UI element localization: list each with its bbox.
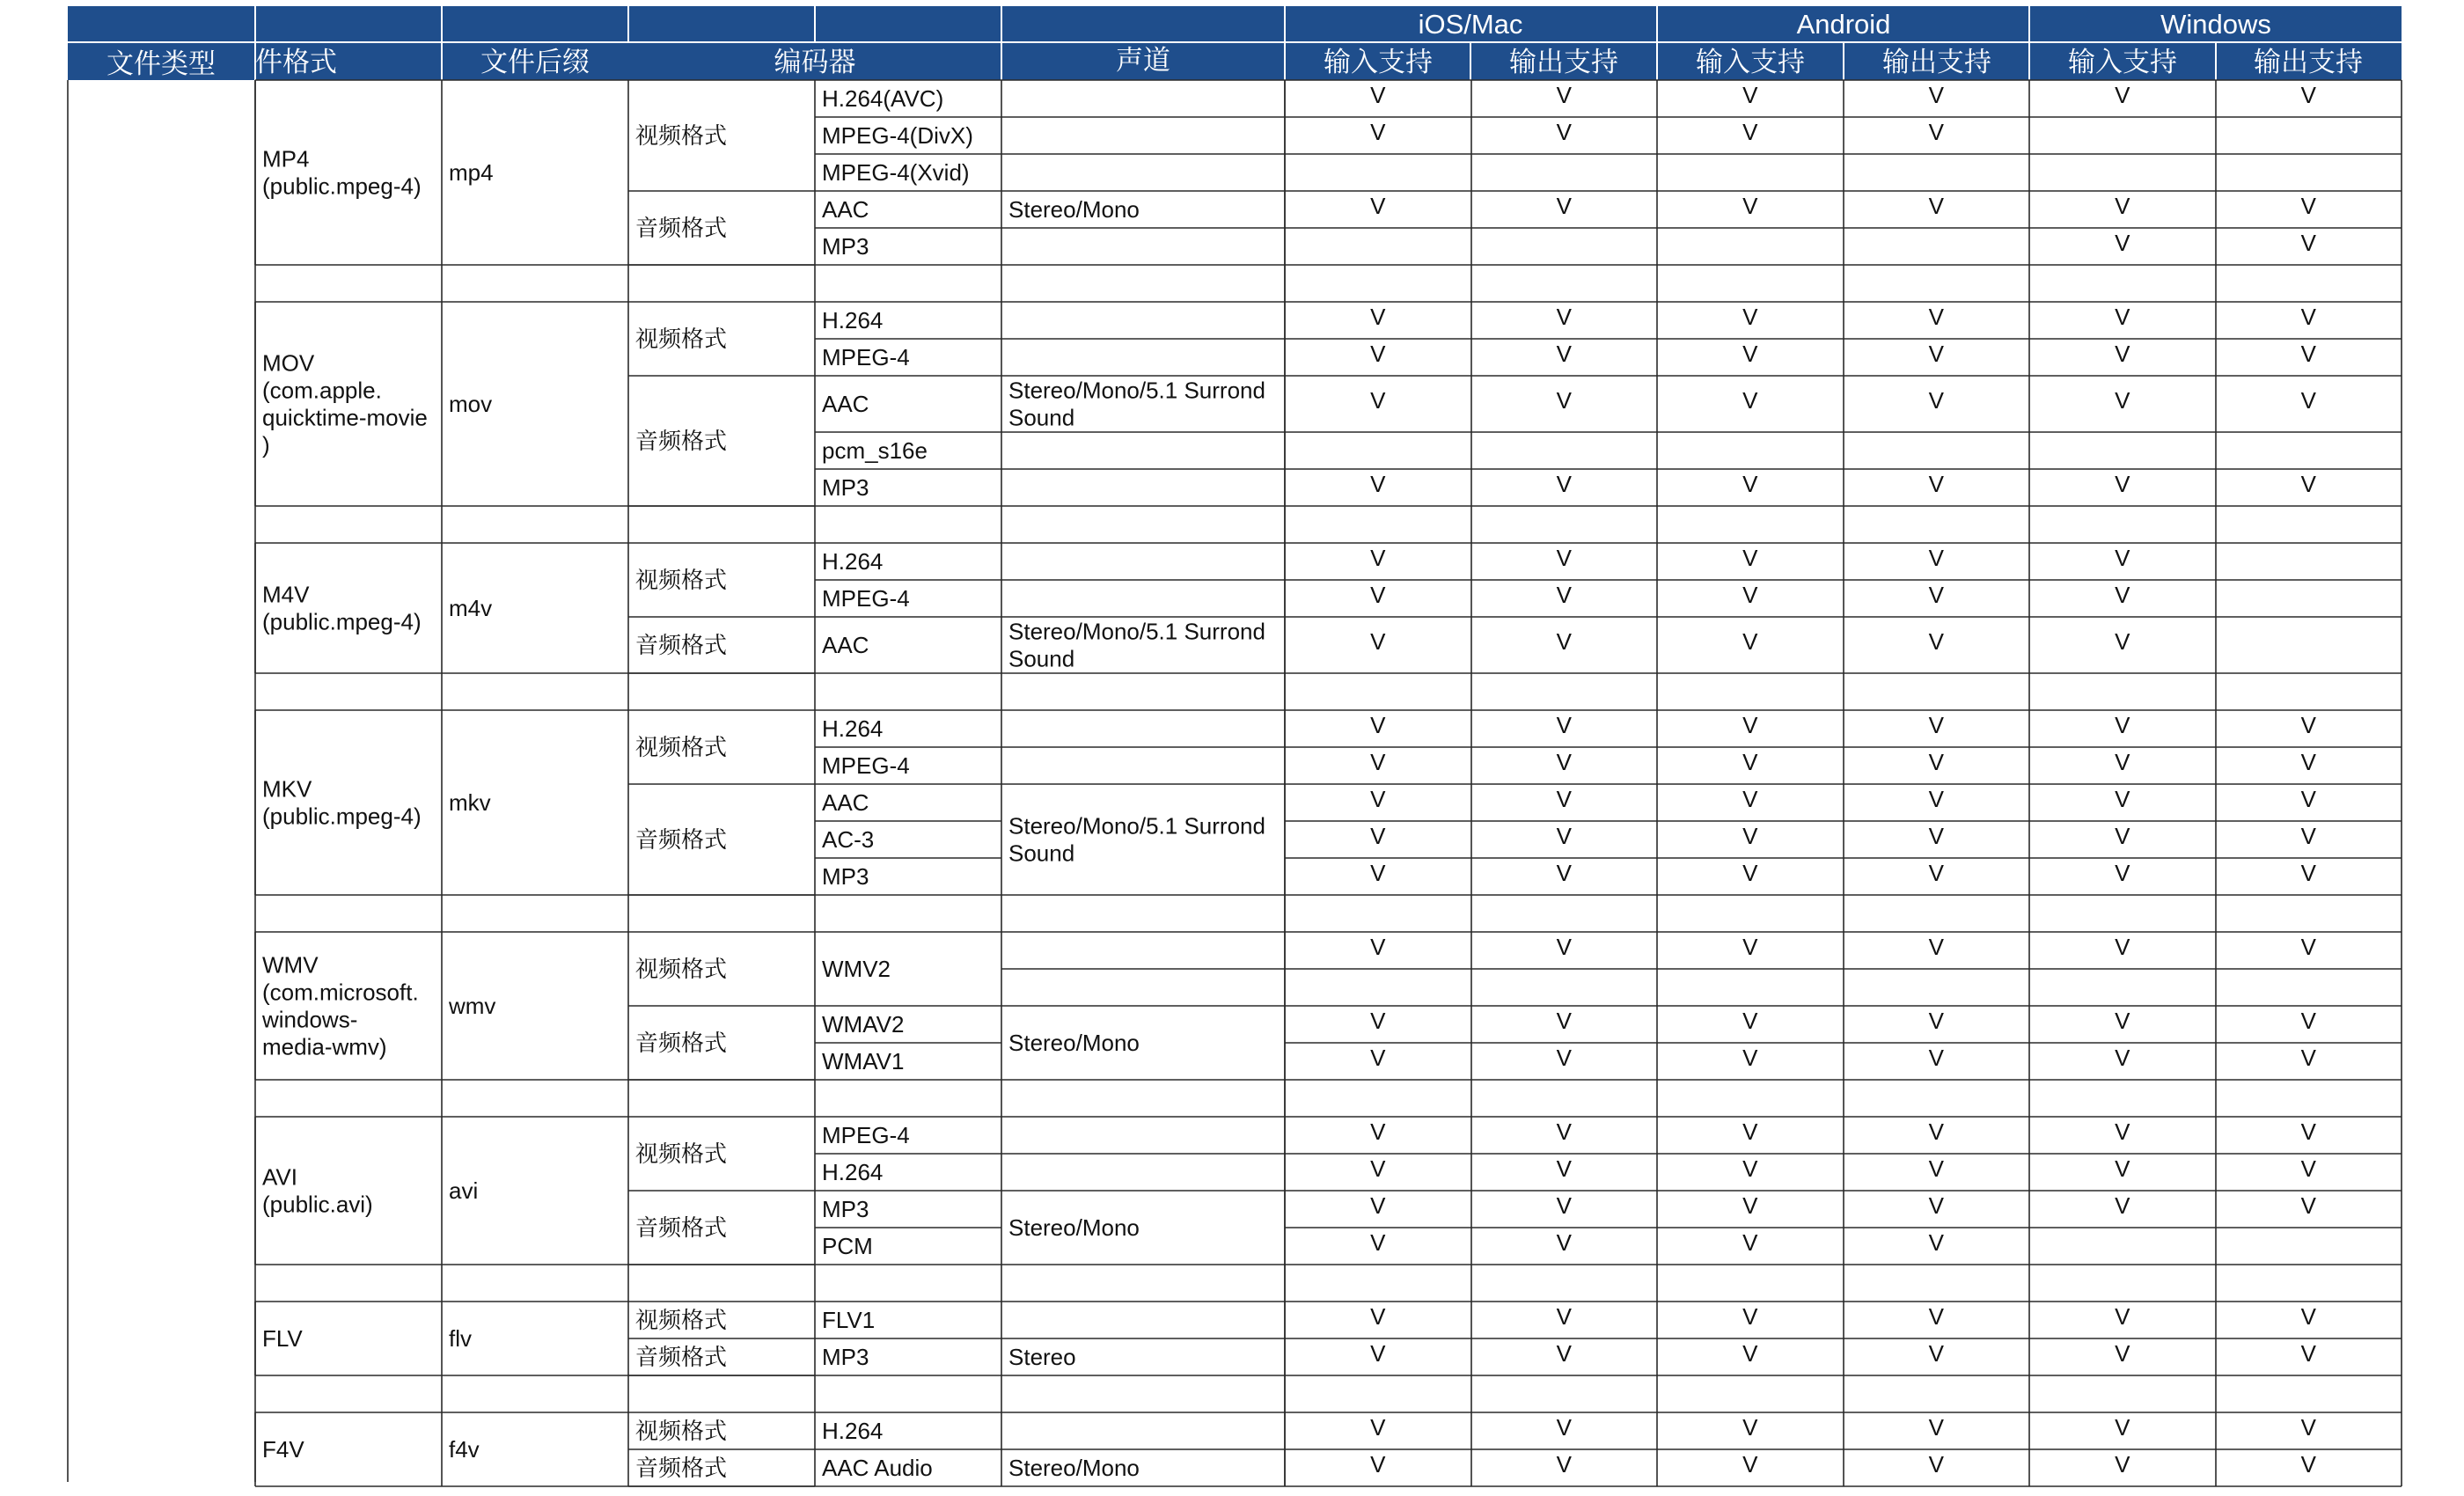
support-mark: V [1742, 193, 1758, 219]
support-mark: V [1370, 387, 1386, 414]
support-mark: V [1370, 119, 1386, 145]
support-mark: V [2115, 82, 2130, 108]
support-mark: V [1928, 582, 1944, 608]
support-mark: V [1556, 341, 1572, 367]
support-mark: V [2300, 82, 2316, 108]
codec-name: AC-3 [822, 826, 875, 853]
support-mark: V [2115, 749, 2130, 775]
support-mark: V [1928, 1192, 1944, 1219]
support-mark: V [1742, 1303, 1758, 1330]
support-mark: V [1370, 749, 1386, 775]
support-mark: V [1556, 545, 1572, 571]
channel-value: Stereo/Mono [1008, 1214, 1140, 1241]
format-name: ) [262, 431, 270, 458]
support-mark: V [1556, 1155, 1572, 1182]
support-mark: V [1742, 749, 1758, 775]
support-mark: V [1556, 119, 1572, 145]
header-ios-output: 输出支持 [1509, 47, 1618, 77]
support-mark: V [1370, 1229, 1386, 1256]
header-android-input: 输入支持 [1696, 47, 1805, 77]
audio-format-label: 音频格式 [635, 632, 728, 658]
table-body [255, 80, 2402, 1486]
support-mark: V [1928, 1229, 1944, 1256]
support-mark: V [2300, 1192, 2316, 1219]
support-mark: V [1370, 1192, 1386, 1219]
file-suffix: m4v [449, 595, 493, 621]
support-mark: V [1556, 860, 1572, 886]
support-mark: V [1928, 786, 1944, 812]
support-mark: V [1928, 934, 1944, 960]
header-file-type: 文件类型 [106, 48, 216, 79]
support-mark: V [2300, 304, 2316, 330]
support-mark: V [2115, 1155, 2130, 1182]
support-mark: V [1742, 786, 1758, 812]
support-mark: V [1556, 1008, 1572, 1034]
header-codec: 编码器 [774, 47, 856, 77]
support-mark: V [1928, 860, 1944, 886]
support-mark: V [1928, 712, 1944, 738]
support-mark: V [2300, 1008, 2316, 1034]
support-mark: V [1556, 82, 1572, 108]
header-windows-input: 输入支持 [2068, 47, 2177, 77]
codec-name: MPEG-4 [822, 1122, 910, 1148]
support-mark: V [1370, 193, 1386, 219]
format-name: (com.apple. [262, 377, 382, 404]
support-mark: V [1370, 1451, 1386, 1478]
channel-value: Stereo/Mono/5.1 Surrond [1008, 812, 1265, 840]
support-mark: V [2115, 823, 2130, 849]
support-mark: V [1370, 341, 1386, 367]
support-mark: V [2300, 1340, 2316, 1367]
channel-value: Stereo/Mono [1008, 196, 1140, 223]
file-suffix: wmv [449, 993, 496, 1019]
support-mark: V [2115, 712, 2130, 738]
codec-name: H.264 [822, 1418, 884, 1444]
support-mark: V [2115, 304, 2130, 330]
channel-value: Sound [1008, 840, 1075, 867]
channel-value: Stereo/Mono/5.1 Surrond [1008, 377, 1265, 404]
codec-name: AAC [822, 196, 869, 223]
codec-name: MPEG-4(DivX) [822, 122, 973, 149]
support-mark: V [2115, 230, 2130, 256]
support-mark: V [1370, 1008, 1386, 1034]
support-mark: V [1556, 1451, 1572, 1478]
codec-name: WMAV2 [822, 1011, 905, 1038]
support-mark: V [2300, 230, 2316, 256]
support-mark: V [1370, 786, 1386, 812]
video-format-label: 视频格式 [635, 1140, 728, 1167]
codec-name: MP3 [822, 233, 869, 260]
support-mark: V [1928, 545, 1944, 571]
support-mark: V [1370, 82, 1386, 108]
header-platform-windows: Windows [2160, 9, 2271, 40]
channel-value: Stereo/Mono [1008, 1030, 1140, 1056]
support-mark: V [1742, 341, 1758, 367]
support-mark: V [2115, 1451, 2130, 1478]
support-mark: V [2300, 823, 2316, 849]
support-mark: V [1556, 628, 1572, 655]
video-format-label: 视频格式 [635, 122, 728, 149]
support-mark: V [1928, 1008, 1944, 1034]
support-mark: V [2115, 1192, 2130, 1219]
support-mark: V [2115, 582, 2130, 608]
format-name: WMV [262, 951, 319, 979]
support-mark: V [1370, 1303, 1386, 1330]
support-mark: V [1742, 1229, 1758, 1256]
support-mark: V [1928, 1045, 1944, 1071]
support-mark: V [1556, 471, 1572, 497]
support-mark: V [1370, 628, 1386, 655]
codec-name: MP3 [822, 474, 869, 501]
support-mark: V [2300, 860, 2316, 886]
video-format-label: 视频格式 [635, 326, 728, 352]
audio-format-label: 音频格式 [635, 826, 728, 853]
support-mark: V [1556, 823, 1572, 849]
support-mark: V [1556, 934, 1572, 960]
support-mark: V [2115, 860, 2130, 886]
support-mark: V [2300, 1303, 2316, 1330]
video-format-label: 视频格式 [635, 734, 728, 760]
support-mark: V [1370, 934, 1386, 960]
support-mark: V [2115, 1414, 2130, 1441]
codec-name: H.264 [822, 1159, 884, 1185]
header-ios-input: 输入支持 [1324, 47, 1433, 77]
channel-value: Stereo [1008, 1344, 1076, 1370]
file-suffix: avi [449, 1177, 479, 1204]
support-mark: V [1556, 1045, 1572, 1071]
codec-name: WMV2 [822, 956, 891, 982]
format-name: MOV [262, 349, 315, 377]
header-format: 件格式 [255, 47, 337, 77]
support-mark: V [1556, 304, 1572, 330]
audio-format-label: 音频格式 [635, 1344, 728, 1370]
support-mark: V [1928, 193, 1944, 219]
codec-name: MPEG-4 [822, 585, 910, 612]
support-mark: V [2300, 749, 2316, 775]
support-mark: V [1928, 628, 1944, 655]
audio-format-label: 音频格式 [635, 1214, 728, 1241]
support-mark: V [1556, 712, 1572, 738]
support-mark: V [2115, 1118, 2130, 1145]
codec-name: MP3 [822, 1196, 869, 1222]
format-name: (public.mpeg-4) [262, 803, 422, 830]
file-suffix: mp4 [449, 159, 494, 186]
format-name: FLV [262, 1325, 303, 1352]
codec-name: pcm_s16e [822, 437, 928, 464]
support-mark: V [1370, 1155, 1386, 1182]
support-mark: V [2300, 786, 2316, 812]
support-mark: V [2300, 1045, 2316, 1071]
support-mark: V [2115, 387, 2130, 414]
channel-value: Stereo/Mono [1008, 1455, 1140, 1481]
support-mark: V [1556, 1340, 1572, 1367]
support-mark: V [1742, 823, 1758, 849]
support-mark: V [1370, 1118, 1386, 1145]
support-mark: V [1556, 582, 1572, 608]
format-name: (com.microsoft. [262, 979, 419, 1006]
codec-name: MP3 [822, 863, 869, 890]
support-mark: V [2115, 1303, 2130, 1330]
format-name: quicktime-movie [262, 404, 428, 431]
support-mark: V [1742, 1414, 1758, 1441]
audio-format-label: 音频格式 [635, 215, 728, 241]
codec-name: H.264(AVC) [822, 85, 944, 112]
support-mark: V [1370, 545, 1386, 571]
support-mark: V [2300, 934, 2316, 960]
support-mark: V [1556, 786, 1572, 812]
support-mark: V [1742, 1340, 1758, 1367]
file-suffix: mov [449, 391, 493, 417]
support-mark: V [1742, 387, 1758, 414]
support-mark: V [1742, 934, 1758, 960]
support-mark: V [1928, 1451, 1944, 1478]
format-name: windows- [262, 1006, 358, 1033]
video-format-label: 视频格式 [635, 956, 728, 982]
support-mark: V [2115, 341, 2130, 367]
support-mark: V [1370, 1414, 1386, 1441]
support-mark: V [1370, 582, 1386, 608]
support-mark: V [2300, 387, 2316, 414]
support-mark: V [1928, 82, 1944, 108]
support-mark: V [1928, 1155, 1944, 1182]
video-format-label: 视频格式 [635, 1307, 728, 1333]
support-mark: V [2300, 1155, 2316, 1182]
codec-name: PCM [822, 1233, 873, 1259]
support-mark: V [1742, 628, 1758, 655]
support-mark: V [1928, 387, 1944, 414]
header-platform-android: Android [1796, 9, 1891, 40]
video-format-label: 视频格式 [635, 567, 728, 593]
format-name: AVI [262, 1163, 297, 1191]
support-mark: V [1742, 1118, 1758, 1145]
video-format-label: 视频格式 [635, 1418, 728, 1444]
support-mark: V [1556, 193, 1572, 219]
codec-name: AAC [822, 391, 869, 417]
support-mark: V [1928, 1303, 1944, 1330]
codec-name: H.264 [822, 307, 884, 334]
support-mark: V [2300, 1414, 2316, 1441]
support-mark: V [1370, 471, 1386, 497]
codec-name: AAC [822, 632, 869, 658]
format-name: MP4 [262, 145, 310, 172]
support-mark: V [2300, 1451, 2316, 1478]
codec-name: AAC [822, 789, 869, 816]
codec-name: MP3 [822, 1344, 869, 1370]
support-mark: V [1742, 304, 1758, 330]
support-mark: V [1742, 860, 1758, 886]
support-mark: V [1742, 1155, 1758, 1182]
support-mark: V [1370, 1045, 1386, 1071]
support-mark: V [1742, 471, 1758, 497]
codec-name: MPEG-4 [822, 752, 910, 779]
support-mark: V [1370, 823, 1386, 849]
support-mark: V [1556, 1192, 1572, 1219]
support-mark: V [1370, 712, 1386, 738]
table-header [68, 6, 2402, 80]
support-mark: V [2115, 1008, 2130, 1034]
header-windows-output: 输出支持 [2254, 47, 2363, 77]
codec-name: H.264 [822, 548, 884, 575]
support-mark: V [2300, 193, 2316, 219]
support-mark: V [1370, 860, 1386, 886]
support-mark: V [2115, 545, 2130, 571]
format-name: media-wmv) [262, 1033, 387, 1060]
header-android-output: 输出支持 [1882, 47, 1991, 77]
support-mark: V [2300, 471, 2316, 497]
support-mark: V [1742, 82, 1758, 108]
support-mark: V [1928, 1340, 1944, 1367]
audio-format-label: 音频格式 [635, 428, 728, 454]
support-mark: V [2115, 628, 2130, 655]
support-mark: V [1742, 582, 1758, 608]
codec-name: H.264 [822, 715, 884, 742]
file-suffix: flv [449, 1325, 472, 1352]
support-mark: V [2300, 712, 2316, 738]
support-mark: V [1742, 1008, 1758, 1034]
format-name: M4V [262, 581, 310, 608]
support-mark: V [1928, 341, 1944, 367]
format-name: F4V [262, 1436, 304, 1463]
support-mark: V [1556, 387, 1572, 414]
channel-value: Sound [1008, 404, 1075, 431]
channel-value: Sound [1008, 645, 1075, 672]
support-mark: V [1928, 1414, 1944, 1441]
codec-name: AAC Audio [822, 1455, 933, 1481]
codec-name: MPEG-4(Xvid) [822, 159, 970, 186]
support-mark: V [2115, 786, 2130, 812]
support-mark: V [2115, 1340, 2130, 1367]
channel-value: Stereo/Mono/5.1 Surrond [1008, 618, 1265, 645]
audio-format-label: 音频格式 [635, 1030, 728, 1056]
header-suffix: 文件后缀 [480, 47, 590, 77]
support-mark: V [1742, 1451, 1758, 1478]
support-mark: V [1556, 1229, 1572, 1256]
support-mark: V [2115, 934, 2130, 960]
format-name: (public.mpeg-4) [262, 608, 422, 635]
support-mark: V [1742, 1192, 1758, 1219]
format-name: MKV [262, 775, 312, 803]
support-mark: V [1928, 471, 1944, 497]
support-mark: V [2300, 1118, 2316, 1145]
support-mark: V [1370, 1340, 1386, 1367]
codec-name: MPEG-4 [822, 344, 910, 370]
support-mark: V [1928, 304, 1944, 330]
support-mark: V [1742, 545, 1758, 571]
header-channel: 声道 [1116, 45, 1170, 76]
file-suffix: mkv [449, 789, 491, 816]
audio-format-label: 音频格式 [635, 1455, 728, 1481]
file-suffix: f4v [449, 1436, 480, 1463]
support-mark: V [2115, 193, 2130, 219]
support-mark: V [1928, 119, 1944, 145]
support-mark: V [2115, 1045, 2130, 1071]
support-mark: V [1556, 1303, 1572, 1330]
support-mark: V [1928, 1118, 1944, 1145]
support-mark: V [1556, 749, 1572, 775]
support-mark: V [1742, 1045, 1758, 1071]
support-mark: V [1928, 749, 1944, 775]
support-mark: V [2115, 471, 2130, 497]
support-mark: V [1370, 304, 1386, 330]
codec-name: WMAV1 [822, 1048, 905, 1074]
support-mark: V [1742, 712, 1758, 738]
support-mark: V [2300, 341, 2316, 367]
codec-name: FLV1 [822, 1307, 876, 1333]
format-name: (public.mpeg-4) [262, 172, 422, 200]
header-platform-ios-mac: iOS/Mac [1418, 9, 1523, 40]
support-mark: V [1556, 1118, 1572, 1145]
support-mark: V [1556, 1414, 1572, 1441]
support-mark: V [1928, 823, 1944, 849]
support-mark: V [1742, 119, 1758, 145]
format-name: (public.avi) [262, 1191, 373, 1218]
